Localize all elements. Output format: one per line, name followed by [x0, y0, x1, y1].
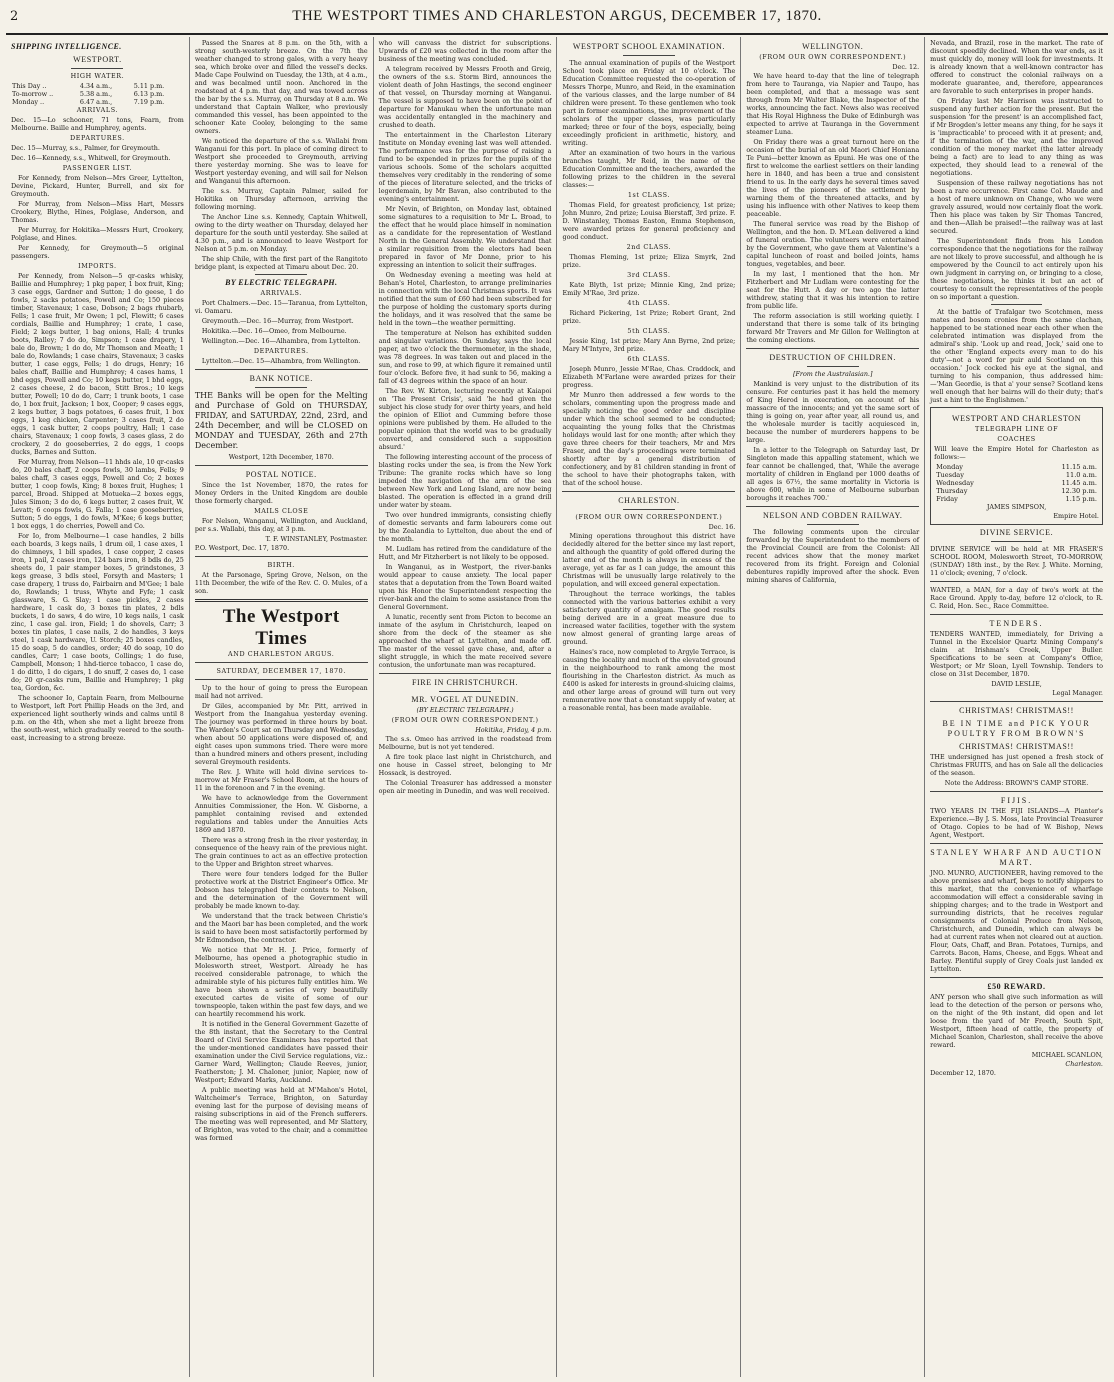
- schedule-time: 1.15 p.m.: [1065, 495, 1097, 503]
- schedule-day: Wednesday: [936, 479, 974, 487]
- coach-heading: WESTPORT AND CHARLESTON: [952, 414, 1082, 423]
- leader-text: A public meeting was held at M'Mahon's Hotel, Waltcheimer's Terrace, Brighton, on Saturday evening last for the purpose of devising means of raising subscriptions in aid of the French sufferers. The meeting was well represented, and Mr Slattery, of Brighton, was voted to the chair, and a committee was formed: [194, 1086, 368, 1142]
- article-text: Two over hundred immigrants, consisting chiefly of domestic servants and farm labourers come out by the Zealandia to Lyttelton, due about the end of the month.: [378, 511, 552, 543]
- class-prizes: Joseph Munro, Jessie M'Rae, Chas. Craddock, and Elizabeth M'Farlane were awarded prizes for their progress.: [562, 365, 736, 389]
- wharf-heading: STANLEY WHARF AND AUCTION MART.: [930, 848, 1103, 867]
- paper-date: SATURDAY, DECEMBER 17, 1870.: [216, 667, 346, 675]
- schedule-day: Thursday: [936, 487, 968, 495]
- bank-notice-date: Westport, 12th December, 1870.: [228, 453, 334, 461]
- divider: [930, 791, 1103, 792]
- charleston-heading: CHARLESTON.: [618, 496, 680, 505]
- divider: [71, 68, 123, 69]
- class-heading: 3rd CLASS.: [627, 271, 671, 279]
- dateline: Hokitika, Friday, 4 p.m.: [475, 726, 552, 734]
- divider: [807, 524, 859, 525]
- divider: [195, 556, 368, 557]
- arrivals-heading: ARRIVALS.: [76, 106, 119, 114]
- divider: [195, 369, 368, 370]
- vogel-heading: MR. VOGEL AT DUNEDIN.: [411, 695, 519, 704]
- schedule-day: Friday: [936, 495, 958, 503]
- railway-text: Nevada, and Brazil, rose in the market. The rate of discount speedily declined. When the war ends, as it must quickly do, money will look for investments. It is already known that a well-known contractor has offered to construct the colonial railways on a moderate guarantee, and, therefore, appearances are favorable to such enterprises in proper hands.: [930, 39, 1103, 95]
- schedule-time: 11.15 a.m.: [1061, 463, 1097, 471]
- column-6: [925, 37, 1108, 1377]
- wellington-text: On Friday there was a great turnout here on the occasion of the burial of an old Maori Chief Honiana Te Puni—better known as Epuni. He was one of the first to welcome the earliest settlers on their landing here in 1840, and has been a true and consistent friend to us. In the early days he several times saved the lives of the pioneers of the settlement by warning them of the threatened attacks, and by using his influence with other Natives to keep them peaceable.: [746, 138, 920, 218]
- fiji-heading: FIJIS.: [1000, 796, 1033, 805]
- birth-text: At the Parsonage, Spring Grove, Nelson, on the 11th December, the wife of the Rev. C. O. Mules, of a son.: [194, 571, 368, 595]
- columns: [6, 37, 1108, 1377]
- coach-place: Empire Hotel.: [1053, 512, 1099, 520]
- coach-subheading: TELEGRAPH LINE OF: [974, 425, 1059, 433]
- tenders-text: TENDERS WANTED, immediately, for Driving a Tunnel in the Excelsior Quartz Mining Company's claim at Irishman's Creek, Upper Buller. Specifications to be seen at Company's Office, Westport; or Mr Sloan, Lyell Township. Tenders to close on 31st December, 1870.: [930, 630, 1103, 678]
- school-text: The annual examination of pupils of the Westport School took place on Friday at 10 o'clock. The Education Committee requested the co-operation of Messrs Thorpe, Munro, and Reid, in the examination of the various classes, and the large number of 84 children were present. To these gentlemen who took part in former examinations, the improvement of the scholars of the upper classes, was particularly marked; three or four of the boys, especially, being exceedingly proficient in arithmetic, history, and writing.: [562, 59, 736, 147]
- tide-am: 5.38 a.m.,: [79, 90, 113, 98]
- school-text: After an examination of two hours in the various branches taught, Mr Reid, in the name of the Education Committee and the teachers, awarded the following prizes to the children in the several classes:—: [562, 149, 736, 189]
- divine-service-heading: DIVINE SERVICE.: [979, 528, 1054, 537]
- tenders-role: Legal Manager.: [1052, 689, 1103, 697]
- fire-text: The s.s. Omeo has arrived in the roadstead from Melbourne, but is not yet tendered.: [378, 735, 552, 751]
- leader-text: We have to acknowledge from the Government Annuities Commissioner, the Hon. W. Gisborne, a pamphlet containing revised and extended regulations and tables under the Annuities Acts 1869 and 1870.: [194, 794, 368, 834]
- tide-pm: 5.11 p.m.: [133, 82, 165, 90]
- class-prizes: Thomas Fleming, 1st prize; Eliza Smyrk, 2nd prize.: [562, 253, 736, 269]
- poultry-advert: BE IN TIME and PICK YOUR POULTRY FROM BROWN'S: [942, 719, 1091, 738]
- fiji-text: TWO YEARS IN THE FIJI ISLANDS—A Planter's Experience.—By J. S. Moss, late Provincial Treasurer of Otago. Copies to be had of W. Bishop, News Agent, Westport.: [930, 807, 1103, 839]
- imports-heading: IMPORTS.: [78, 262, 117, 270]
- schedule-row: [934, 463, 1099, 471]
- wellington-heading: WELLINGTON.: [802, 42, 864, 51]
- tide-row: [11, 98, 184, 106]
- christmas-heading-2: CHRISTMAS! CHRISTMAS!!: [959, 742, 1074, 751]
- article-text: The entertainment in the Charleston Literary Institute on Monday evening last was well attended. The performance was for the purpose of raising a fund to be expended in prizes for the pupils of the various schools. Some of the scholars acquitted themselves very creditably in the rendering of some of the pieces of literature selected, and the tricks of legerdemain, by Mr Bavan, also contributed to the evening's entertainment.: [378, 131, 552, 203]
- divider: [930, 701, 1103, 702]
- shipping-heading: SHIPPING INTELLIGENCE.: [11, 42, 122, 51]
- shipping-text: We noticed the departure of the s.s. Wallabi from Wanganui for this port. In place of coming direct to Westport she proceeded to Greymouth, arriving there yesterday morning. She was to leave for Westport yesterday evening, and will sail for Nelson and Wanganui this afternoon.: [194, 137, 368, 185]
- dateline: Dec. 16.: [708, 523, 736, 531]
- mails-text: For Nelson, Wanganui, Wellington, and Auckland, per s.s. Wallabi, this day, at 3 p.m.: [194, 517, 368, 533]
- divider: [991, 541, 1043, 542]
- postal-notice-text: Since the 1st November, 1870, the rates for Money Orders in the United Kingdom are double those formerly charged.: [194, 481, 368, 505]
- shipping-text: The ship Chile, with the first part of the Rangitoto bridge plant, is expected at Timaru about Dec. 20.: [194, 255, 368, 271]
- tide-pm: 7.19 p.m.: [133, 98, 165, 106]
- imports-text: Per Kennedy, from Nelson—5 qr-casks whisky, Baillie and Humphrey; 1 pkg paper, 1 box fruit, King; 3 case eggs, Gardner and Sutton; 1 do geese, 1 do fowls, 2 sacks potatoes, Powell and Co; 150 pieces timber, Stavenaux; 1 case, Dobson; 2 bags rhubarb, Fells; 1 case fruit, Mr Owen; 1 pcl, Flewitt; 6 cases cordials, Baillie and Humphrey; 1 crate, 1 case, Field; 2 kegs butter, 1 bag onions, Hall; 4 trunks boots, Ralley; 7 do do, Simpson; 1 case drapery, 1 bale do, Brown; 1 do do, Mr Thomson and Meath; 1 bale do, Rowlands; 1 case chairs, Stavenaux; 3 casks butter, 1 case eggs, Fells; 1 do drugs, Henry; 16 bales chaff, Baillie and Humphrey; 4 cases hams, 1 bhd eggs, Powell and Co; 10 kegs butter, 1 bhd eggs, 2 cases cheese, 2 do bacon, Stitt Bros.; 10 kegs butter, Powell; 10 do do, Carr; 1 trunk boots, 1 case do, 1 box fruit, Jackson; 1 box, Cooper; 9 cases eggs, 2 kegs butter, 3 bags potatoes, 6 cases fruit, 1 box eggs, 1 keg chicken, Carpenter; 3 cases fruit, 2 do eggs, 1 cask butter, 2 coops poultry, Hall; 1 case chairs, Stavenaux; 1 coop fowls, 3 cases glass, 2 do crockery, 2 do gooseberries, 2 do eggs, 1 coops ducks, Barnes and Sutton.: [11, 272, 184, 456]
- class-heading: 1st CLASS.: [627, 191, 670, 199]
- charleston-text: Haines's race, now completed to Argyle Terrace, is causing the locality and much of the elevated ground in the neighbourhood to rank among the most flourishing in the Charleston district. As much as £400 is asked for interests in ground-sluicing claims, and other large areas of ground will turn out very remunerative now that a constant supply of water, at a reasonable rental, has been made available.: [562, 648, 736, 712]
- coach-text: Will leave the Empire Hotel for Charleston as follows:—: [934, 445, 1099, 461]
- charleston-text: Throughout the terrace workings, the tables connected with the various batteries exhibit a very satisfactory quantity of amalgam. The good results being derived are in a great measure due to increased water facilities, together with the system now almost general of granting large areas of ground.: [562, 590, 736, 646]
- telegraph-arrival: Port Chalmers.—Dec. 15—Taranua, from Lyttelton, vi. Oamaru.: [194, 299, 368, 315]
- schedule-row: [934, 471, 1099, 479]
- destruction-heading: DESTRUCTION OF CHILDREN.: [769, 353, 897, 362]
- divider: [930, 581, 1103, 582]
- reward-text: ANY person who shall give such information as will lead to the detection of the person or persons who, on the night of the 9th instant, did open and let loose from the yard of Mr Freeth, South Spit, Westport, fifteen head of cattle, the property of Michael Scanlon, Charleston, shall receive the above reward.: [930, 993, 1103, 1049]
- wanted-text: WANTED, a MAN, for a day of two's work at the Race Ground. Apply to-day, before 12 o'clock, to R. C. Reid, Hon. Sec., Race Committee.: [930, 586, 1103, 610]
- passengers-text: Per Kennedy, for Greymouth—5 original passengers.: [11, 244, 184, 260]
- store-text: THE undersigned has just opened a fresh stock of Christmas FRUITS, and has on Sale all the delicacies of the season.: [930, 753, 1103, 777]
- divider: [991, 304, 1043, 305]
- article-text: On Wednesday evening a meeting was held at Behan's Hotel, Charleston, to arrange preliminaries in connection with the local Christmas sports. It was notified that the sum of £60 had been subscribed for the purpose of holding the customary sports during the holidays, and it was resolved that the same be held in the town—the weather permitting.: [378, 271, 552, 327]
- wellington-text: In my last, I mentioned that the hon. Mr Fitzherbert and Mr Ludlam were contesting for the seat for the Hutt. A day or two ago the latter withdrew, stating that it was his intention to retire from public life.: [746, 270, 920, 310]
- tide-am: 6.47 a.m.,: [79, 98, 113, 106]
- tenders-heading: TENDERS.: [989, 619, 1044, 628]
- divider: [746, 348, 919, 349]
- article-text: A telegram received by Messrs Frooth and Greig, the owners of the s.s. Storm Bird, announces the violent death of John Hastings, the second engineer of that vessel, on Thursday morning at Wanganui. The vessel is supposed to have been on the point of departure for Manukau when the unfortunate man was accidentally entangled in the machinery and crushed to death.: [378, 65, 552, 129]
- port-heading: WESTPORT.: [73, 55, 122, 64]
- leader-text: There were four tenders lodged for the Buller protective work at the District Engineer's Office. Mr Dobson has telegraphed their contents to Nelson, and the determination of the Government will probably be made known to-day.: [194, 870, 368, 910]
- article-text: who will canvass the district for subscriptions. Upwards of £20 was collected in the room after the business of the meeting was concluded.: [378, 39, 552, 63]
- divider: [195, 465, 368, 466]
- masthead-title: THE WESTPORT TIMES AND CHARLESTON ARGUS, DECEMBER 17, 1870.: [292, 8, 822, 24]
- divider: [930, 614, 1103, 615]
- schedule-day: Tuesday: [936, 471, 964, 479]
- shipping-text: Passed the Snares at 8 p.m. on the 5th, with a strong south-westerly breeze. On the 7th the weather changed to strong gales, with a very heavy sea, which broke over and filled the vessel's decks. Made Cape Foulwind on Tuesday, the 13th, at 4 a.m., and was becalmed until noon. Anchored in the roadstead at 4 p.m. that day, and was towed across the bar by the s.s. Murray, on Thursday at 8 a.m. We understand that Captain Walker, who previously commanded this vessel, has been appointed to the schooner Kate Cooley, belonging to the same owners.: [194, 39, 368, 135]
- column-5: [741, 37, 925, 1377]
- schedule-day: Monday: [936, 463, 963, 471]
- telegraph-arrivals-heading: ARRIVALS.: [260, 289, 302, 297]
- divider: [623, 55, 675, 56]
- column-4: [557, 37, 741, 1377]
- arrivals-text: Dec. 15—Lo schooner, 71 tons, Fearn, from Melbourne. Baille and Humphrey, agents.: [11, 116, 184, 132]
- school-closing: Mr Munro then addressed a few words to the scholars, commenting upon the progress made and specially noticing the good order and discipline under which the school seemed to be conducted; acquainting the young folks that the Christmas holidays would last for one month; after which they gave three cheers for their teachers, Mr and Mrs Fraser, and the day's proceedings were terminated shortly after by a general distribution of confectionery, and by 81 children standing in front of the school to have their photographs taken, with that of the school house.: [562, 391, 736, 487]
- masthead: [6, 8, 1108, 35]
- article-text: M. Ludlam has retired from the candidature of the Hutt, and Mr Fitzherbert is not likely to be opposed.: [378, 545, 552, 561]
- postal-date: P.O. Westport, Dec. 17, 1870.: [194, 544, 290, 552]
- coach-subheading-2: COACHES: [997, 435, 1036, 443]
- imports-text: The schooner Io, Captain Fearn, from Melbourne to Westport, left Port Phillip Heads on the 3rd, and experienced light southerly winds and calms until 8 p.m. on the 4th, when she met a light breeze from the south-west, which gradually veered to the south-east, increasing to a strong breeze.: [11, 694, 184, 742]
- departures-heading: DEPARTURES.: [70, 134, 125, 142]
- correspondent-note: (FROM OUR OWN CORRESPONDENT.): [391, 716, 539, 724]
- leader-text: Up to the hour of going to press the European mail had not arrived.: [194, 684, 368, 700]
- article-text: The Rev. W. Kirton, lecturing recently at Kaiapoi on 'The Present Crisis', said 'he had given the subject his close study for over thirty years, and held the opinion of Elliot and Cumming before those opinions were published by them. He alluded to the popular opinion that the world was to be gradually converted, and considered such a supposition absurd.': [378, 387, 552, 451]
- leader-text: There was a strong fresh in the river yesterday, in consequence of the heavy rain of the previous night. The grain continues to act as an effective protection to the Upper and Brighton street wharves.: [194, 836, 368, 868]
- departures-text: Dec. 15—Murray, s.s., Palmer, for Greymouth.: [11, 144, 160, 152]
- divider: [807, 366, 859, 367]
- divider: [255, 274, 307, 275]
- telegraph-note: (BY ELECTRIC TELEGRAPH.): [416, 706, 514, 714]
- tide-day: To-morrow ..: [12, 90, 54, 98]
- source-note: [From the Australasian.]: [792, 370, 873, 378]
- telegraph-departures-heading: DEPARTURES.: [253, 347, 309, 355]
- telegraph-heading: BY ELECTRIC TELEGRAPH.: [225, 278, 338, 287]
- wellington-text: The reform association is still working quietly. I understand that there is some talk of its bringing forward Mr Travers and Mr Gillon for Wellington at the coming elections.: [746, 312, 920, 344]
- schedule-time: 11.0 a.m.: [1065, 471, 1097, 479]
- column-2: [190, 37, 374, 1377]
- divider: [562, 491, 735, 492]
- coach-signature: JAMES SIMPSON,: [986, 503, 1047, 511]
- schedule-row: [934, 479, 1099, 487]
- leader-text: We notice that Mr H. J. Price, formerly of Melbourne, has opened a photographic studio in Molesworth street, Westport. Already he has received considerable patronage, to which the admirable style of his pictures fully entitles him. We have been shown a series of very beautifully executed cartes de visite of some of our townspeople, taken within the past few days, and we can heartily recommend his work.: [194, 946, 368, 1018]
- leader-text: Dr Giles, accompanied by Mr. Pitt, arrived in Westport from the Inangahua yesterday evening. The journey was performed in three hours by boat. The Warden's Court sat on Thursday and Wednesday, when about 50 applications were disposed of, and eight cases upon summons tried. There were more than a hundred miners and others present, including several Greymouth residents.: [194, 702, 368, 766]
- shipping-text: The s.s. Murray, Captain Palmer, sailed for Hokitika on Thursday afternoon, arriving the following morning.: [194, 187, 368, 211]
- divider: [379, 673, 552, 674]
- divider: [195, 599, 368, 602]
- article-text: The temperature at Nelson has exhibited sudden and singular variations. On Sunday, says the local paper, at two o'clock the thermometer, in the shade, was 78 degrees. In was taken out and placed in the sun, and rose to 99, at which figure it remained until four o'clock. Before five, it had sunk to 56, making a fall of 43 degrees within the space of an hour.: [378, 329, 552, 385]
- tide-table: [11, 82, 184, 106]
- fire-text: The Colonial Treasurer has addressed a monster open air meeting in Dunedin, and was well received.: [378, 779, 552, 795]
- class-heading: 6th CLASS.: [627, 355, 671, 363]
- divider: [930, 843, 1103, 844]
- mails-heading: MAILS CLOSE: [254, 507, 309, 515]
- class-heading: 2nd CLASS.: [626, 243, 672, 251]
- leader-text: The Rev. J. White will hold divine services to-morrow at Mr Fraser's School Room, at the hours of 11 in the forenoon and 7 in the evening.: [194, 768, 368, 792]
- correspondent-note: (FROM OUR OWN CORRESPONDENT.): [759, 53, 907, 61]
- tide-pm: 6.13 p.m.: [133, 90, 165, 98]
- passengers-heading: PASSENGER LIST.: [62, 164, 133, 172]
- schedule-time: 11.45 a.m.: [1061, 479, 1097, 487]
- tide-row: [11, 90, 184, 98]
- schedule-time: 12.30 p.m.: [1061, 487, 1097, 495]
- tide-day: This Day ..: [12, 82, 47, 90]
- dateline: Dec. 12.: [892, 63, 920, 71]
- passengers-text: Per Murray, for Hokitika—Messrs Hurt, Crookery, Polglase, and Hines.: [11, 226, 184, 242]
- divider: [195, 679, 368, 680]
- divider: [195, 662, 368, 663]
- tenders-signature: DAVID LESLIE,: [991, 680, 1042, 688]
- passengers-text: For Murray, from Nelson—Miss Hart, Messrs Crookery, Blythe, Hines, Polglase, Anderson, and Thomas.: [11, 200, 184, 224]
- telegraph-departure: Lyttelton.—Dec. 15—Alhambra, from Wellington.: [201, 357, 361, 365]
- christmas-heading: CHRISTMAS! CHRISTMAS!!: [959, 706, 1074, 715]
- class-heading: 4th CLASS.: [627, 299, 671, 307]
- article-text: In Wanganui, as in Westport, the river-banks would appear to cause anxiety. The local paper states that a deputation from the Town Board waited upon his Honor the Superintendent respecting the river-bank and the claim to some assistance from the General Government.: [378, 563, 552, 611]
- railway-text: Suspension of these railway negotiations has not been a rare occurrence. First came Col. Maude and a host of mere unknown on Change, who we were gravely assured, would now certainly float the work. Then his place was taken by Sir Thomas Tancred, and then—Allah be praised!—the railway was at last secured.: [930, 179, 1103, 235]
- paper-subtitle: AND CHARLESTON ARGUS.: [228, 650, 335, 658]
- leader-text: We understand that the track between Christie's and the Maori bar has been completed, and the work is said to have been most satisfactorily performed by Mr Edmondson, the contractor.: [194, 912, 368, 944]
- divider: [439, 691, 491, 692]
- tides-heading: HIGH WATER.: [70, 72, 125, 80]
- railway-text: On Friday last Mr Harrison was instructed to suspend any further action for the present. But the suspension 'for the present' is an accomplished fact, if Mr Brogden's letter means any thing, for he says it is 'impracticable' to proceed with it at present; and, if the termination of the war, and the improved condition of the money market (the latter already being a fact) are to lead to any thing as was expected, they should lead to a renewal of the negotiations.: [930, 97, 1103, 177]
- divider: [623, 509, 675, 510]
- birth-heading: BIRTH.: [267, 561, 295, 569]
- bank-notice-text: THE Banks will be open for the Melting and Purchase of Gold on THURSDAY, FRIDAY, and SATURDAY, 22nd, 23rd, and 24th December, and will be CLOSED on MONDAY and TUESDAY, 26th and 27th December.: [194, 391, 368, 450]
- class-prizes: Thomas Field, for greatest proficiency, 1st prize; John Munro, 2nd prize; Louisa Bierstaff, 3rd prize. F. D. Winstanley, Thomas Easton, Emma Stephenson, were awarded prizes for general proficiency and good conduct.: [562, 201, 736, 241]
- charleston-text: Mining operations throughout this district have decidedly altered for the better since my last report, and although the quantity of gold offered during the latter end of the month is always in excess of the average, yet as far as I can judge, the amount this Christmas will be unusually large relatively to the population, and will exceed general expectation.: [562, 532, 736, 588]
- column-3: [374, 37, 558, 1377]
- divider: [255, 387, 307, 388]
- schedule-row: [934, 487, 1099, 495]
- article-text: A lunatic, recently sent from Picton to become an inmate of the asylum in Christchurch, leaped on shore from the deck of the steamer as she approached the wharf at Lyttelton, and made off. The master of the vessel gave chase, and, after a slight struggle, in which the mate received severe contusion, the unfortunate man was recaptured.: [378, 613, 552, 669]
- article-text: The following interesting account of the process of blasting rocks under the sea, is from the New York Tribune: The granite rocks which have so long impeded the navigation of the arm of the sea between New York and Long Island, are now being blasted. The operation is effected in a grand drill under water by steam.: [378, 453, 552, 509]
- bank-notice-heading: BANK NOTICE.: [249, 374, 313, 383]
- postal-signature: T. F. WINSTANLEY, Postmaster.: [265, 535, 368, 543]
- divine-service-text: DIVINE SERVICE will be held at MR FRASER'S SCHOOL ROOM, Molesworth Street, TO-MORROW, (SUNDAY) 18th inst., by the Rev. J. White. Morning, 11 o'clock; evening, 7 o'clock.: [930, 545, 1103, 577]
- divider: [746, 506, 919, 507]
- reward-heading: £50 REWARD.: [987, 982, 1046, 991]
- railway-heading: NELSON AND COBDEN RAILWAY.: [762, 511, 903, 520]
- telegraph-arrival: Hokitika.—Dec. 16—Omeo, from Melbourne.: [201, 327, 347, 335]
- tide-row: [11, 82, 184, 90]
- wellington-text: The funeral service was read by the Bishop of Wellington, and the hon. D. M'Lean delivered a kind of funeral oration. The volunteers were entertained by the Government, who gave them at Valentine's a capital luncheon of roast and boiled joints, hams tongues, vegetables, and beer.: [746, 220, 920, 268]
- postal-notice-heading: POSTAL NOTICE.: [245, 470, 317, 479]
- departures-text: Dec. 16—Kennedy, s.s., Whitwell, for Greymouth.: [11, 154, 171, 162]
- schedule-row: [934, 495, 1099, 503]
- reward-place: Charleston.: [1065, 1060, 1103, 1068]
- railway-text: The Superintendent finds from his London correspondence that the negotiations for the railway are not likely to prove successful, and although he is empowered by the Council to act entirely upon his own judgment in carrying on, or bringing to a close, these negotiations, he thinks it but an act of courtesy to consult the representatives of the people on so important a question.: [930, 237, 1103, 301]
- destruction-text: In a letter to the Telegraph on Saturday last, Dr Singleton made this appalling statement, which we fear cannot be challenged, that, 'While the average mortality of children in England per 1000 deaths of all ages is 67½, the same mortality in Victoria is above 600, while in some of Melbourne suburban boroughs it reaches 700.': [746, 446, 920, 502]
- fire-heading: FIRE IN CHRISTCHURCH.: [411, 678, 519, 687]
- destruction-text: Mankind is very unjust to the distribution of its censure. For centuries past it has held the memory of King Herod in execration, on account of his massacre of the innocents; and yet the same sort of thing is going on, year after year, all round us, and the wholesale murder is tacitly acquiesced in, because the number of murderers happens to be large.: [746, 380, 920, 444]
- wharf-text: JNO. MUNRO, AUCTIONEER, having removed to the above premises and wharf, begs to notify shippers to this market, that the convenience of wharfage accommodation will effect a considerable saving in shipping charges; and to the trade in Westport and surrounding districts, that he receives regular consignments of Colonial Produce from Nelson, Christchurch, and Dunedin, which can always be had at current rates when not cleared out at auction. Flour, Oats, Chaff, and Bran. Potatoes, Turnips, and Carrots. Bacon, Hams, Cheese, and Eggs. Wheat and Barley. Plentiful supply of Grey Coals just landed ex Lyttelton.: [930, 869, 1103, 973]
- article-text: Mr Nevin, of Brighton, on Monday last, obtained some signatures to a requisition to Mr L. Broad, to the effect that he would place himself in nomination as a candidate for the representation of Westland North in the General Assembly. We understand that a similar requisition from the electors had been prepared in favor of Mr Donne, prior to his expressing an intention to solicit their suffrages.: [378, 205, 552, 269]
- passengers-text: For Kennedy, from Nelson—Mrs Greer, Lyttelton, Devine, Pickard, Hunter, Burrell, and six for Greymouth.: [11, 174, 184, 198]
- coach-schedule: [934, 463, 1099, 503]
- wellington-text: We have heard to-day that the line of telegraph from here to Tauranga, via Napier and Taupo, has been completed, and that a message was sent through from Mr Walter Blake, the Inspector of the works, announcing the fact. News also was received that His Royal Highness the Duke of Edinburgh was expected to arrive at Tauranga in the Government steamer Luna.: [746, 72, 920, 136]
- page-number: 2: [10, 9, 19, 24]
- store-address: Note the Address: BROWN'S CAMP STORE.: [944, 779, 1089, 787]
- class-prizes: Richard Pickering, 1st Prize; Robert Grant, 2nd prize.: [562, 309, 736, 325]
- fire-text: A fire took place last night in Christchurch, and one house in Cassel street, belonging to Mr Hossack, is destroyed.: [378, 753, 552, 777]
- anecdote-text: At the battle of Trafalgar two Scotchmen, mess mates and bosom cronies from the same clachan, happened to be stationed near each other when the celebrated intimation was displayed from the admiral's ship. 'Look up and read, Jock,' said one to the other 'England expects every man to do his duty'—not a word for puir auld Scotland on this occasion.' Jock cocked his eye at the signal, and turning to his companion, thus addressed him:—'Man Geordie, is that a' your sense? Scotland kens well enough that her bairns will do their duty; that's just a hint to the Englishmen.': [930, 308, 1103, 404]
- telegraph-arrival: Greymouth.—Dec. 16—Murray, from Westport.: [201, 317, 354, 325]
- class-heading: 5th CLASS.: [627, 327, 671, 335]
- imports-text: For Murray, from Nelson—11 hhds ale, 10 qr-casks do, 20 bales chaff, 2 coops fowls, 30 lambs, Fells; 9 bales chaff, 3 cases eggs, Powell and Co; 2 boxes butter, 1 coop fowls, King; 8 boxes fruit, Hughes; 1 parcel, Broad. Shipped at Motueka—2 boxes eggs, Jules Simon; 3 do do, 6 kegs butter, 2 cases fruit, W. Levatt; 6 coops fowls, G. Falla; 1 case gooseberries, Sutton; 5 do eggs, 1 do fowls, M'Kee; 6 kegs butter, 1 box eggs, 1 do cherries, Powell and Co.: [11, 458, 184, 530]
- leader-text: It is notified in the General Government Gazette of the 8th instant, that the Secretary to the Central Board of Civil Service Examiners has reported that the under-mentioned candidates have passed their examination under the Civil Service regulations, viz.: Garner Ward, Wellington; Claude Reeves, junior, Featherston; J. M. Chaloner, junior, Napier, now of Westport; Edward Marks, Auckland.: [194, 1020, 368, 1084]
- railway-text: The following comments upon the circular forwarded by the Superintendent to the members of the Provincial Council are from the Colonist: All recent advices show that the money market recovered from its fright. Foreign and Colonial debentures rapidly improved after the shock. Even mining shares of California,: [746, 528, 920, 584]
- class-prizes: Jessie King, 1st prize; Mary Ann Byrne, 2nd prize; Mary M'Intyre, 3rd prize.: [562, 337, 736, 353]
- correspondent-note: (FROM OUR OWN CORRESPONDENT.): [575, 513, 723, 521]
- telegraph-arrival: Wellington.—Dec. 16—Alhambra, from Lyttelton.: [201, 337, 361, 345]
- coach-advert: [930, 407, 1103, 525]
- reward-signature: MICHAEL SCANLON,: [1031, 1051, 1103, 1059]
- paper-title: The Westport Times: [222, 606, 340, 649]
- imports-text: For Io, from Melbourne—1 case handles, 2 bills each boards, 3 kegs nails, 1 drum oil, 1 case axes, 1 do chimneys, 1 bill spades, 1 case copper, 2 cases iron, 1 pail, 2 cases iron, 124 bars iron, 8 bdls do, 25 sheets do, 1 pair stamper boxes, 5 grindstones, 3 kegs grease, 3 bdls steel, Forsyth and Masters; 1 case drapery, 1 truss do, Fairbairn and M'Gee; 1 bale do, Rowlands; 1 truss, Whyte and Fyfe; 1 cask glassware, S. G. Slay; 1 case pickles, 2 cases hardware, 1 cask do, 3 boxes tin plates, 2 bdls buckets, 1 do saws, 4 do wire, 10 kegs nails, 1 cask zinc, 1 case gal. iron, Field; 1 do shovels, Carr; 3 boxes tin plates, 1 case nails, 2 do handles, 3 keys steel, 1 cask hardware, U. Storch; 25 boxes candles, 15 do soap, 5 do candles, order; 40 do soap, 10 do candles, Carr; 1 case boots, Collings; 1 do fuse, Campbell, Monson; 1 hhd-tierce tobacco, 1 case do, 1 do ditto, 1 do cigars, 1 do snuff, 2 cases do, 1 case do; 20 qr-casks rum, Baillie and Humphrey; 1 pkg tea, Gordon, &c.: [11, 532, 184, 692]
- tide-day: Monday ..: [12, 98, 45, 106]
- shipping-text: The Anchor Line s.s. Kennedy, Captain Whitwell, owing to the dirty weather on Thursday, delayed her departure for the south until yesterday. She sailed at 4.30 p.m., and is announced to leave Westport for Nelson at 5 p.m. on Monday.: [194, 213, 368, 253]
- tide-am: 4.34 a.m.,: [79, 82, 113, 90]
- column-1: [6, 37, 190, 1377]
- school-heading: WESTPORT SCHOOL EXAMINATION.: [572, 42, 725, 51]
- divider: [930, 977, 1103, 978]
- reward-date: December 12, 1870.: [930, 1069, 996, 1077]
- class-prizes: Kate Blyth, 1st prize; Minnie King, 2nd prize; Emily M'Rae, 3rd prize.: [562, 281, 736, 297]
